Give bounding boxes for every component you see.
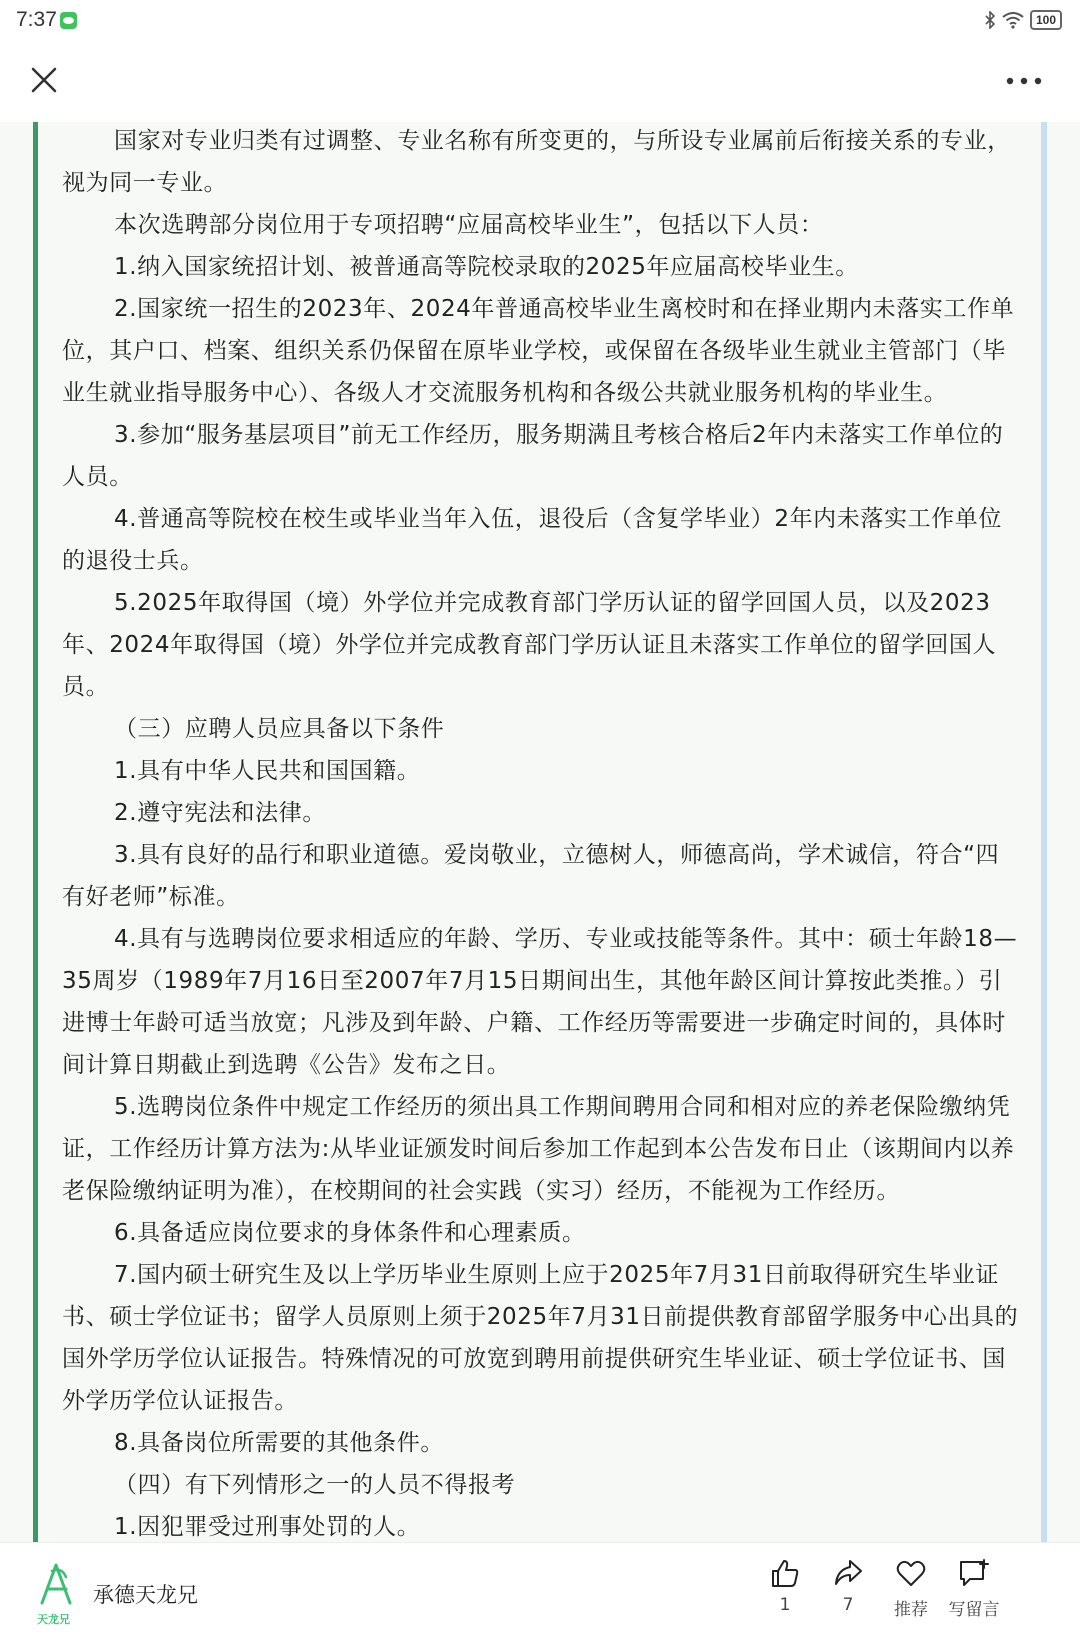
article-body[interactable] [0,122,1080,1542]
paragraph: 3.具有良好的品行和职业道德。爱岗敬业，立德树人，师德高尚，学术诚信，符合“四有好老师”标准。 [62,842,1000,910]
paragraph: 2.遵守宪法和法律。 [114,800,326,826]
paragraph: 1.具有中华人民共和国国籍。 [114,758,421,784]
like-count: 1 [779,1595,791,1615]
share-count: 7 [842,1595,854,1615]
paragraph: 5.选聘岗位条件中规定工作经历的须出具工作期间聘用合同和相对应的养老保险缴纳凭证，工作经历计算方法为:从毕业证颁发时间后参加工作起到本公告发布日止（该期间内以养老保险缴纳证明为准），在校期间的社会实践（实习）经历，不能视为工作经历。 [62,1094,1015,1204]
section-heading: （四）有下列情形之一的人员不得报考 [114,1472,516,1498]
comment-label: 写留言 [948,1600,1000,1620]
quote-accent-bar [33,122,38,1542]
recommend-label: 推荐 [894,1600,928,1620]
close-icon[interactable] [26,62,62,98]
paragraph: 1.纳入国家统招计划、被普通高等院校录取的2025年应届高校毕业生。 [114,254,859,280]
share-icon [832,1557,864,1589]
bluetooth-icon [984,11,996,29]
paragraph: 3.参加“服务基层项目”前无工作经历，服务期满且考核合格后2年内未落实工作单位的人员。 [62,422,1004,490]
thumbs-up-icon [769,1557,801,1589]
battery-indicator: 100 [1030,10,1062,30]
status-time: 7:37 [16,8,57,31]
paragraph: 5.2025年取得国（境）外学位并完成教育部门学历认证的留学回国人员，以及2023年、2024年取得国（境）外学位并完成教育部门学历认证且未落实工作单位的留学回国人员。 [62,590,997,700]
paragraph: 本次选聘部分岗位用于专项招聘“应届高校毕业生”，包括以下人员： [114,212,824,238]
status-indicators [984,10,1062,30]
more-dots-icon[interactable] [1002,66,1046,96]
paragraph: 8.具备岗位所需要的其他条件。 [114,1430,444,1456]
paragraph: 1.因犯罪受过刑事处罚的人。 [114,1514,421,1540]
comment-add-icon [957,1557,991,1589]
account-name[interactable]: 承德天龙兄 [93,1583,198,1607]
logo-text: 天龙兄 [37,1613,70,1626]
article-content [62,122,1022,1542]
wechat-notification-icon [60,12,77,29]
wifi-icon [1002,11,1024,29]
heart-icon [895,1557,927,1589]
comment-button[interactable] [934,1557,1014,1620]
status-bar [0,0,1080,42]
bottom-bar [0,1542,1080,1644]
paragraph: 2.国家统一招生的2023年、2024年普通高校毕业生离校时和在择业期内未落实工作单位，其户口、档案、组织关系仍保留在原毕业学校，或保留在各级毕业生就业主管部门（毕业生就业指导服务中心）、各级人才交流服务机构和各级公共就业服务机构的毕业生。 [62,296,1015,406]
account-logo-icon[interactable] [36,1563,76,1607]
paragraph: 7.国内硕士研究生及以上学历毕业生原则上应于2025年7月31日前取得研究生毕业证书、硕士学位证书；留学人员原则上须于2025年7月31日前提供教育部留学服务中心出具的国外学历学位认证报告。特殊情况的可放宽到聘用前提供研究生毕业证、硕士学位证书、国外学历学位认证报告。 [62,1262,1019,1414]
paragraph: 国家对专业归类有过调整、专业名称有所变更的，与所设专业属前后衔接关系的专业，视为同一专业。 [62,128,1011,196]
scroll-track[interactable] [1041,122,1047,1542]
section-heading: （三）应聘人员应具备以下条件 [114,716,445,742]
paragraph: 6.具备适应岗位要求的身体条件和心理素质。 [114,1220,586,1246]
top-bar [0,42,1080,122]
paragraph: 4.具有与选聘岗位要求相适应的年龄、学历、专业或技能等条件。其中：硕士年龄18—35周岁（1989年7月16日至2007年7月15日期间出生，其他年龄区间计算按此类推。）引进博士年龄可适当放宽；凡涉及到年龄、户籍、工作经历等需要进一步确定时间的，具体时间计算日期截止到选聘《公告》发布之日。 [62,926,1018,1078]
paragraph: 4.普通高等院校在校生或毕业当年入伍，退役后（含复学毕业）2年内未落实工作单位的退役士兵。 [62,506,1002,574]
